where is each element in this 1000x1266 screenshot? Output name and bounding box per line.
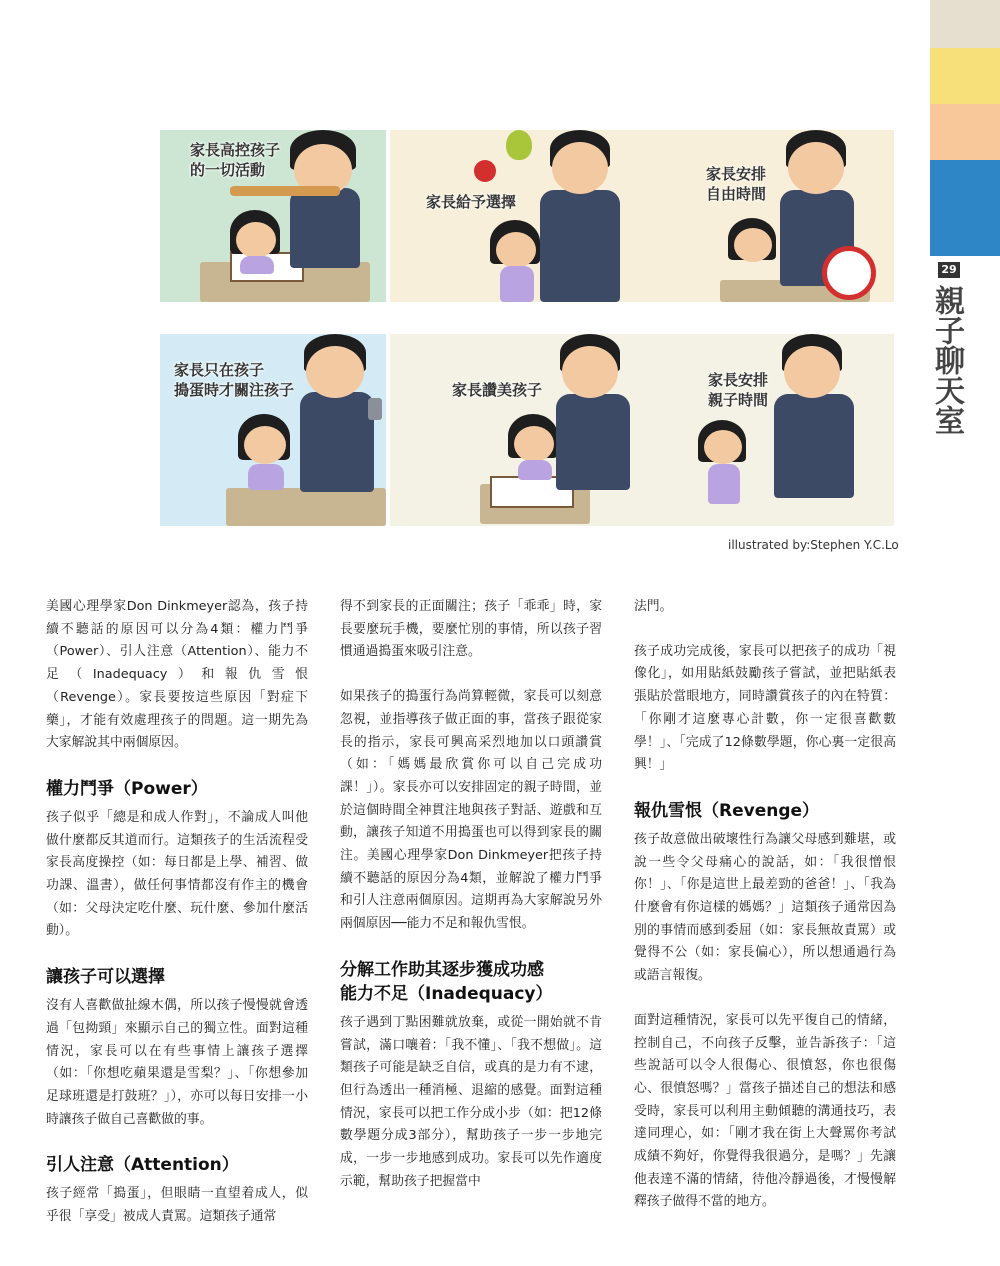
dad-body [774, 394, 854, 498]
panel-caption: 家長給予選擇 [426, 193, 517, 211]
article-column-2 [340, 596, 602, 1215]
section-heading: 報仇雪恨（Revenge） [634, 800, 820, 821]
paragraph: 孩子遇到丁點困難就放棄，或從一開始就不肯嘗試，滿口嚷着：「我不懂」、「我不想做」。這類孩子可能是缺乏自信，或真的是力有不逮，但行為透出一種消極、退縮的感覺。面對這種情況，家長可以把工作分成小步（如：把12條數學題分成3部分），幫助孩子一步一步地完成，一步一步地感到成功。家長可以先作適度示範，幫助孩子把握當中 [340, 1014, 602, 1189]
dad-head [784, 346, 840, 398]
girl-body [518, 460, 552, 480]
color-strip-beige [930, 0, 1000, 48]
page-number: 29 [938, 262, 960, 278]
girl-head [236, 222, 276, 258]
paragraph: 面對這種情況，家長可以先平復自己的情緒，控制自己，不向孩子反擊，並告訴孩子：「這些說話可以令人很傷心、很憤怒，你也很傷心、很憤怒嗎？」當孩子描述自己的想法和感受時，家長可以利用主動傾聽的溝通技巧，表達同理心，如：「剛才我在街上大聲罵你考試成績不夠好，你覺得我很過分，是嗎？」先讓他表達不滿的情緒，待他冷靜過後，才慢慢解釋孩子做得不當的地方。 [634, 1012, 896, 1210]
girl-head [734, 228, 772, 262]
panel-attention-only-when-naughty [160, 334, 386, 526]
color-strip-peach [930, 104, 1000, 160]
puppet-strings [230, 186, 340, 196]
paragraph: 如果孩子的搗蛋行為尚算輕微，家長可以刻意忽視，並指導孩子做正面的事，當孩子跟從家長的指示，家長可興高采烈地加以口頭讚賞（如：「媽媽最欣賞你可以自己完成功課！」）。家長亦可以安排固定的親子時間，並於這個時間全神貫注地與孩子對話、遊戲和互動，讓孩子知道不用搗蛋也可以得到家長的關注。美國心理學家Don Dinkmeyer把孩子持續不聽話的原因分為4類，並解說了權力鬥爭和引人注意兩個原因。這期再為大家解說另外兩個原因──能力不足和報仇雪恨。 [340, 689, 602, 932]
section-heading: 分解工作助其逐步獲成功感 能力不足（Inadequacy） [340, 959, 553, 1004]
panel-parent-control [160, 130, 386, 302]
phone-icon [368, 398, 382, 420]
girl-body [500, 266, 534, 302]
girl-head [514, 426, 554, 462]
girl-head [244, 426, 286, 464]
dad-body [540, 190, 620, 302]
panel-give-choice [390, 130, 894, 302]
paragraph: 孩子似乎「總是和成人作對」，不論成人叫他做什麼都反其道而行。這類孩子的生活流程受家長高度操控（如：每日都是上學、補習、做功課、溫書），做任何事情都沒有作主的機會（如：父母決定吃什麼、玩什麼、參加什麼活動）。 [46, 809, 308, 939]
dad-body [556, 394, 630, 490]
color-strip-blue [930, 160, 1000, 256]
paragraph: 沒有人喜歡做扯線木偶，所以孩子慢慢就會透過「包拗頸」來顯示自己的獨立性。面對這種情況，家長可以在有些事情上讓孩子選擇（如：「你想吃蘋果還是雪梨？」、「你想參加足球班還是打鼓班？」），亦可以每日安排一小時讓孩子做自己喜歡做的事。 [46, 998, 308, 1127]
article-column-3 [634, 596, 896, 1236]
section-heading: 讓孩子可以選擇 [46, 967, 165, 988]
girl-head [496, 232, 536, 268]
clock-icon [822, 246, 876, 300]
dad-body [300, 392, 374, 492]
panel-praise-and-time [390, 334, 894, 526]
paragraph: 孩子故意做出破壞性行為讓父母感到難堪，或說一些令父母痛心的說話，如：「我很憎恨你！」、「你是這世上最差勁的爸爸！」、「我為什麼會有你這樣的媽媽？」這類孩子通常因為別的事情而感到委屈（如：家長無故責罵）或覺得不公（如：家長偏心），所以想通過行為或語言報復。 [634, 831, 896, 984]
panel-caption: 家長安排 自由時間 [706, 165, 767, 203]
dad-head [562, 346, 618, 398]
section-heading: 權力鬥爭（Power） [46, 778, 208, 799]
illustration [160, 130, 894, 530]
girl-head [704, 430, 742, 464]
desk [226, 488, 386, 526]
column-title: 親子聊天室 [929, 285, 964, 435]
girl-body [248, 464, 284, 490]
apple-icon [474, 160, 496, 182]
paragraph: 得不到家長的正面關注；孩子「乖乖」時，家長要麼玩手機，要麼忙別的事情，所以孩子習慣通過搗蛋來吸引注意。 [340, 599, 602, 660]
panel-caption: 家長讚美孩子 [452, 381, 543, 399]
color-strip-yellow [930, 48, 1000, 104]
girl-body [240, 256, 274, 274]
panel-caption: 家長高控孩子 的一切活動 [190, 141, 281, 179]
dad-head [788, 142, 844, 194]
dad-head [552, 142, 608, 194]
girl-body [708, 464, 740, 504]
panel-caption: 家長安排 親子時間 [708, 371, 769, 409]
dad-body [290, 188, 360, 268]
illustration-credit: illustrated by:Stephen Y.C.Lo [728, 538, 899, 552]
paragraph: 法門。 [634, 599, 673, 614]
article-column-1 [46, 596, 308, 1251]
dad-head [306, 346, 364, 398]
paragraph: 美國心理學家Don Dinkmeyer認為，孩子持續不聽話的原因可以分為4類：權力鬥爭（Power）、引人注意（Attention）、能力不足（Inadequacy）和報仇雪恨（Revenge）。家長要按這些原因「對症下藥」，才能有效處理孩子的問題。這一期先為大家解說其中兩個原因。 [46, 599, 308, 751]
pear-icon [506, 130, 532, 160]
paragraph: 孩子成功完成後，家長可以把孩子的成功「視像化」，如用貼紙鼓勵孩子嘗試，並把貼紙表張貼於當眼地方，同時讚賞孩子的內在特質：「你剛才這麼專心計數，你一定很喜歡數學！」、「完成了12條數學題，你心裏一定很高興！」 [634, 643, 896, 773]
panel-caption: 家長只在孩子 搗蛋時才關注孩子 [174, 361, 295, 399]
paragraph: 孩子經常「搗蛋」，但眼睛一直望着成人，似乎很「享受」被成人責罵。這類孩子通常 [46, 1186, 308, 1225]
section-heading: 引人注意（Attention） [46, 1155, 239, 1176]
